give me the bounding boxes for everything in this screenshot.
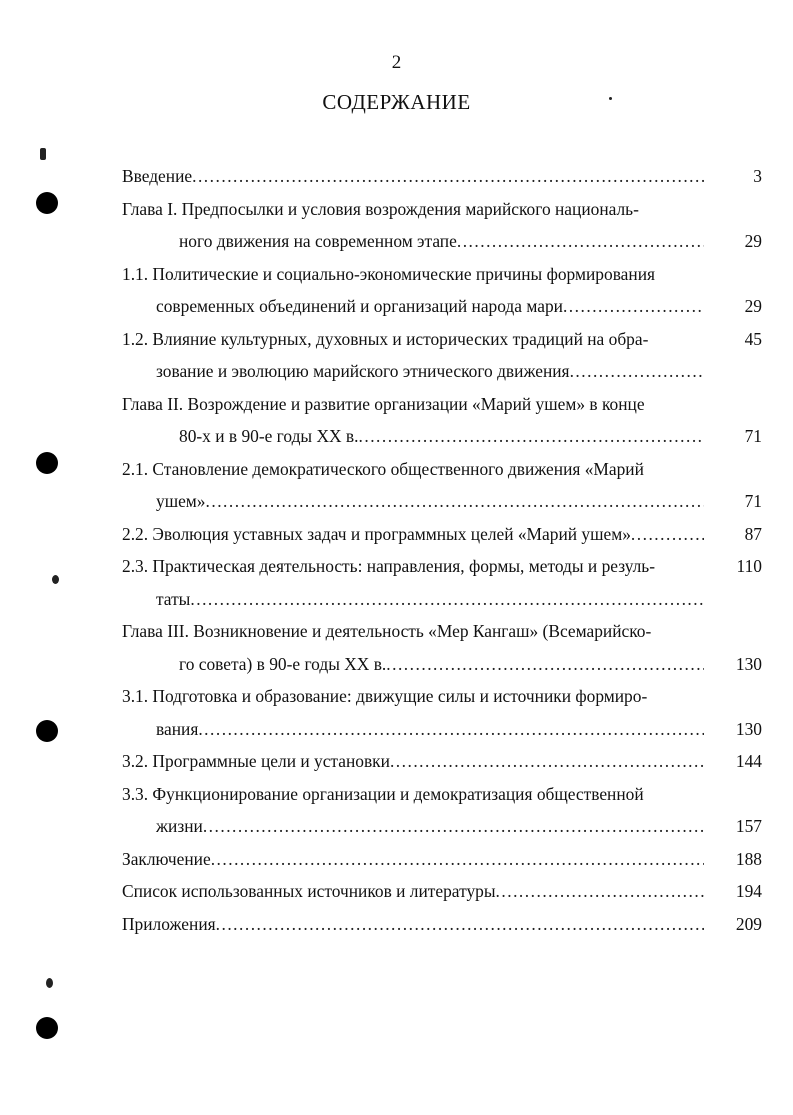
- punch-hole: [36, 1017, 58, 1039]
- toc-entry-line: [122, 290, 704, 323]
- toc-entry: [122, 323, 762, 388]
- toc-entry: [122, 258, 762, 323]
- toc-entry: [122, 778, 762, 843]
- toc-page-number: 194: [735, 881, 762, 901]
- toc-entry-line: [122, 388, 704, 421]
- toc-entry-line: [122, 485, 704, 518]
- toc-entry: [122, 875, 762, 908]
- toc-entry-text: вания: [156, 718, 199, 739]
- toc-entry-line: [122, 225, 704, 258]
- toc-entry: [122, 908, 762, 941]
- dot-leader: [216, 908, 704, 941]
- page-number: 2: [391, 52, 402, 73]
- toc-entry-text: современных объединений и организаций народа мари: [156, 296, 563, 316]
- toc-entry-text: зование и эволюцию марийского этнического движения: [156, 361, 570, 381]
- toc-entry-line: [122, 160, 704, 193]
- punch-hole: [36, 720, 58, 742]
- dot-leader: [570, 355, 704, 388]
- toc-entry: [122, 680, 762, 745]
- toc-entry-text: Список использованных источников и литературы: [122, 881, 496, 901]
- dot-leader: [203, 810, 704, 843]
- punch-hole: [36, 192, 58, 214]
- scan-speck: [40, 148, 46, 160]
- toc-entry-line: [122, 323, 704, 356]
- toc-entry-text: ного движения на современном этапе: [179, 231, 457, 251]
- toc-entry-text: 1.1. Политические и социально-экономические причины формирования: [122, 263, 656, 284]
- toc-page-number: 157: [735, 816, 762, 836]
- toc-entry-line: [122, 843, 704, 876]
- toc-entry-line: [122, 518, 704, 551]
- toc-entry-line: [122, 615, 704, 648]
- dot-leader: [198, 713, 704, 746]
- toc-page-number: 110: [736, 556, 762, 576]
- toc-page-number: 144: [735, 751, 762, 771]
- scan-speck: [609, 97, 612, 100]
- table-of-contents: [122, 160, 762, 940]
- toc-entry-line: [122, 810, 704, 843]
- toc-entry-line: [122, 680, 704, 713]
- dot-leader: [211, 843, 704, 876]
- toc-page-number: 71: [744, 426, 762, 446]
- toc-entry-line: [122, 453, 704, 486]
- dot-leader: [631, 518, 704, 551]
- dot-leader: [192, 160, 704, 193]
- toc-entry-text: 2.1. Становление демократического общественного движения «Марий: [122, 458, 644, 479]
- toc-entry: [122, 843, 762, 876]
- toc-entry-text: 3.1. Подготовка и образование: движущие силы и источники формиро-: [122, 686, 648, 706]
- dot-leader: [190, 583, 704, 616]
- toc-entry-line: [122, 778, 704, 811]
- toc-entry-line: [122, 713, 704, 746]
- toc-entry: [122, 745, 762, 778]
- toc-entry-line: [122, 583, 704, 616]
- toc-entry-text: го совета) в 90-е годы XX в.: [179, 653, 387, 674]
- toc-entry-line: [122, 258, 704, 291]
- toc-entry: [122, 388, 762, 453]
- toc-page-number: 209: [735, 913, 762, 934]
- toc-entry: [122, 160, 762, 193]
- toc-entry-line: [122, 420, 704, 453]
- toc-entry-text: Приложения: [122, 913, 216, 934]
- toc-entry-text: 3.3. Функционирование организации и демократизация общественной: [122, 783, 644, 804]
- toc-page-number: 3: [753, 166, 762, 186]
- dot-leader: [496, 875, 704, 908]
- toc-entry: [122, 518, 762, 551]
- toc-entry: [122, 453, 762, 518]
- toc-entry-text: 2.2. Эволюция уставных задач и программных целей «Марий ушем»: [122, 523, 631, 544]
- toc-entry-text: Глава III. Возникновение и деятельность «Мер Кангаш» (Всемарийско-: [122, 621, 652, 641]
- toc-page-number: 188: [735, 848, 762, 869]
- scan-speck: [52, 575, 59, 584]
- toc-entry-line: [122, 745, 704, 778]
- toc-page-number: 87: [744, 523, 762, 544]
- toc-entry-text: Заключение: [122, 848, 211, 869]
- toc-page-number: 130: [735, 653, 762, 674]
- toc-page-number: 71: [744, 491, 762, 511]
- toc-entry-line: [122, 908, 704, 941]
- toc-entry-text: ушем»: [156, 491, 206, 511]
- toc-entry-text: 1.2. Влияние культурных, духовных и исторических традиций на обра-: [122, 328, 649, 349]
- toc-entry-line: [122, 193, 704, 226]
- punch-hole: [36, 452, 58, 474]
- toc-entry-text: Глава II. Возрождение и развитие организации «Марий ушем» в конце: [122, 393, 645, 414]
- toc-entry-line: [122, 355, 704, 388]
- toc-entry-text: жизни: [156, 816, 203, 836]
- scan-speck: [46, 978, 53, 988]
- toc-entry-text: 2.3. Практическая деятельность: направления, формы, методы и резуль-: [122, 556, 656, 576]
- toc-entry-text: 3.2. Программные цели и установки: [122, 751, 390, 771]
- toc-entry-text: 80-х и в 90-е годы XX в.: [179, 426, 359, 446]
- toc-page-number: 29: [744, 231, 762, 251]
- dot-leader: [386, 648, 704, 681]
- toc-entry-line: [122, 550, 704, 583]
- toc-page-number: 29: [744, 296, 762, 316]
- dot-leader: [359, 420, 705, 453]
- dot-leader: [390, 745, 704, 778]
- dot-leader: [206, 485, 704, 518]
- toc-entry-line: [122, 648, 704, 681]
- dot-leader: [563, 290, 704, 323]
- dot-leader: [457, 225, 704, 258]
- toc-entry-text: Введение: [122, 166, 193, 186]
- toc-page-number: 130: [735, 718, 762, 739]
- toc-entry: [122, 615, 762, 680]
- toc-entry-line: [122, 875, 704, 908]
- toc-entry: [122, 550, 762, 615]
- toc-page-number: 45: [744, 328, 762, 349]
- toc-entry-text: Глава I. Предпосылки и условия возрождения марийского националь-: [122, 198, 639, 219]
- page-title: СОДЕРЖАНИЕ: [322, 90, 471, 114]
- toc-entry-text: таты: [156, 588, 191, 609]
- toc-entry: [122, 193, 762, 258]
